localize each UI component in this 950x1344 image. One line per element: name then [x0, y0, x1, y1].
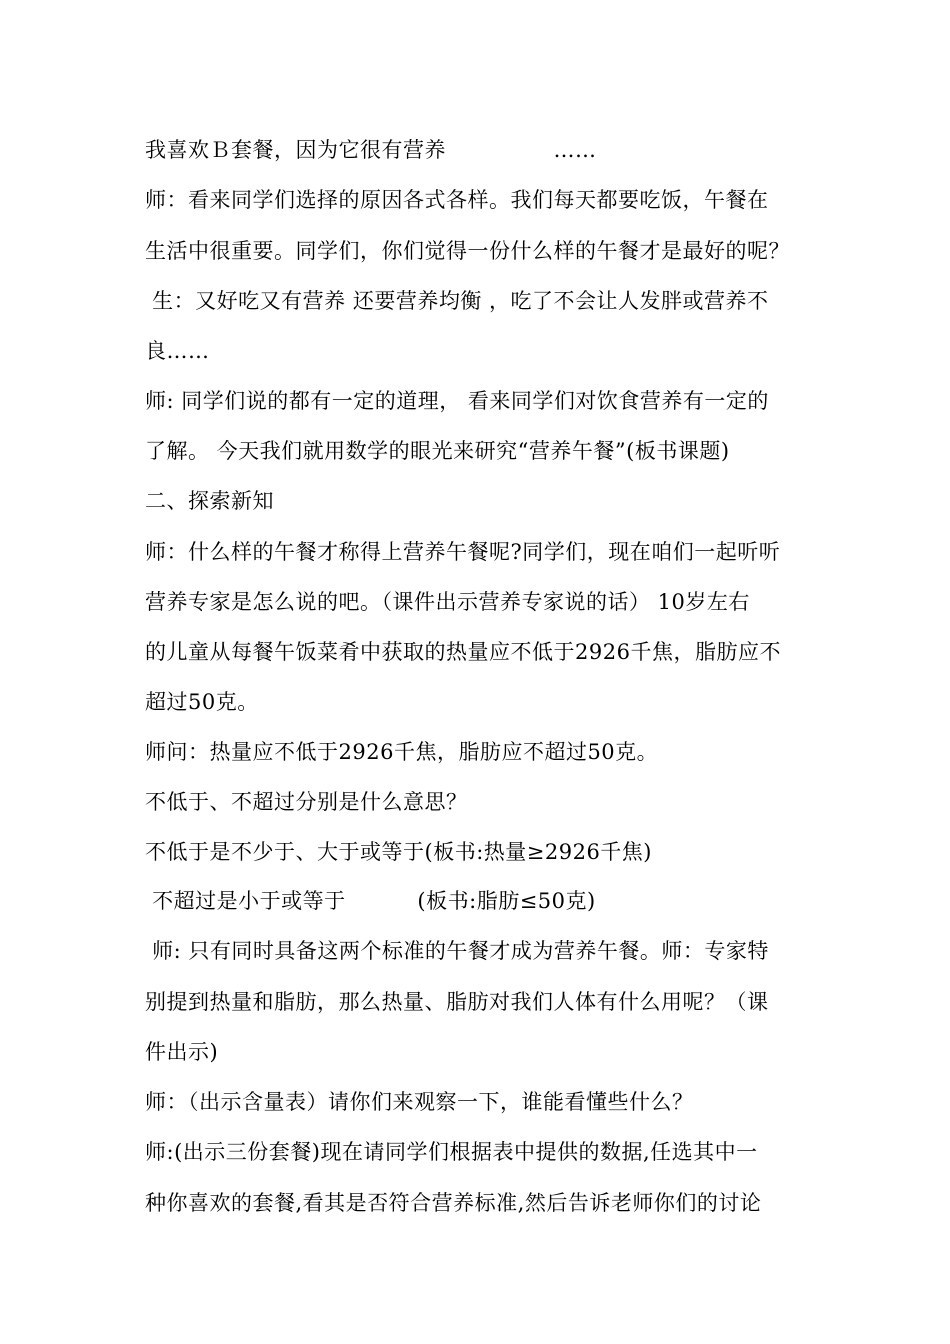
text-line: 我喜欢Ｂ套餐，因为它很有营养 …… [145, 138, 597, 162]
text-line: 营养专家是怎么说的吧。（课件出示营养专家说的话） 10岁左右 [145, 590, 750, 614]
text-line: 师: 只有同时具备这两个标准的午餐才成为营养午餐。师：专家特 [145, 939, 769, 963]
text-line: 别提到热量和脂肪，那么热量、脂肪对我们人体有什么用呢？（课 [145, 990, 769, 1014]
text-line: 生：又好吃又有营养 还要营养均衡 ，吃了不会让人发胖或营养不 [145, 289, 769, 313]
text-line: 种你喜欢的套餐,看其是否符合营养标准,然后告诉老师你们的讨论 [145, 1191, 762, 1215]
text-line: 师问：热量应不低于2926千焦，脂肪应不超过50克。 [145, 740, 659, 764]
text-line: 超过50克。 [145, 690, 259, 714]
text-line: 不超过是小于或等于 (板书:脂肪≤50克) [145, 889, 596, 913]
text-line: 师：看来同学们选择的原因各式各样。我们每天都要吃饭，午餐在 [145, 188, 769, 212]
text-line: 生活中很重要。同学们，你们觉得一份什么样的午餐才是最好的呢？ [145, 239, 790, 263]
text-line: 的儿童从每餐午饭菜肴中获取的热量应不低于2926千焦，脂肪应不 [145, 640, 781, 664]
text-line: 了解。 今天我们就用数学的眼光来研究“营养午餐”(板书课题) [145, 439, 730, 463]
text-line: 师：什么样的午餐才称得上营养午餐呢?同学们，现在咱们一起听听 [145, 540, 781, 564]
text-line: 师:(出示三份套餐)现在请同学们根据表中提供的数据,任选其中一 [145, 1140, 758, 1164]
text-line: 师：（出示含量表）请你们来观察一下，谁能看懂些什么？ [145, 1090, 694, 1114]
text-line: 良…… [145, 339, 210, 363]
text-line: 不低于、不超过分别是什么意思？ [145, 790, 468, 814]
section-heading: 二、探索新知 [145, 489, 274, 513]
text-line: 不低于是不少于、大于或等于(板书:热量≥2926千焦) [145, 840, 652, 864]
text-line: 件出示) [145, 1040, 219, 1064]
text-line: 师: 同学们说的都有一定的道理， 看来同学们对饮食营养有一定的 [145, 389, 769, 413]
